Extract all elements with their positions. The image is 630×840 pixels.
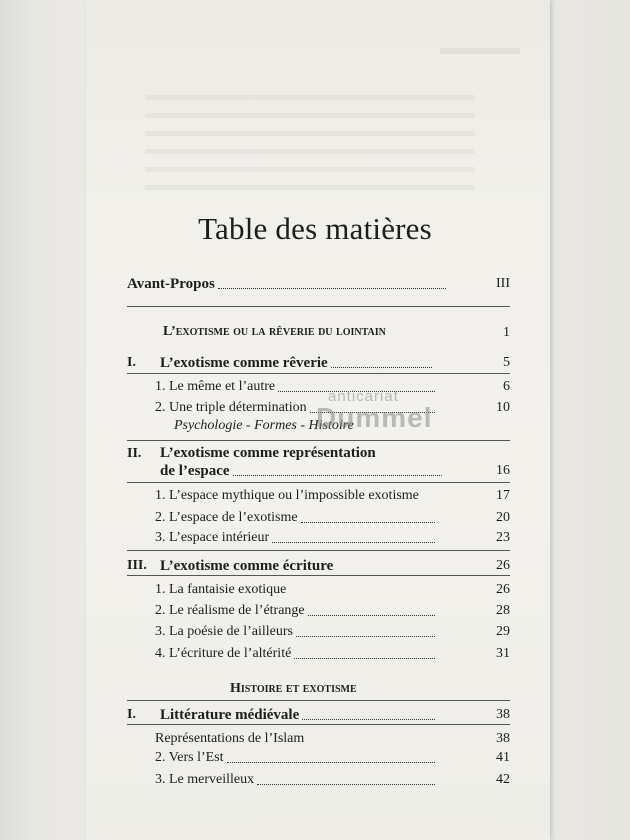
dot-leader: [233, 475, 442, 476]
toc-page: 26: [496, 558, 510, 573]
toc-page: 38: [496, 731, 510, 746]
dot-leader: [302, 719, 435, 720]
section-rule: [127, 724, 510, 725]
watermark-text: Dummel: [316, 402, 433, 433]
section-rule: [127, 440, 510, 441]
toc-page: 41: [496, 750, 510, 765]
toc-entry-chapter: [160, 463, 510, 479]
dot-leader: [301, 522, 435, 523]
toc-label: 4. L’écriture de l’altérité: [155, 646, 292, 661]
toc-label: Avant-Propos: [127, 276, 215, 292]
toc-label: L’exotisme comme représentation: [160, 445, 376, 461]
toc-entry-chapter: [160, 707, 510, 723]
section-rule: [127, 306, 510, 307]
toc-entry: [155, 530, 510, 546]
toc-page: 42: [496, 772, 510, 787]
toc-label: de l’espace: [160, 463, 230, 479]
dot-leader: [296, 636, 435, 637]
toc-entry: [155, 603, 510, 619]
toc-label: Littérature médiévale: [160, 707, 300, 723]
toc-page: 28: [496, 603, 510, 618]
toc-entry-chapter: [160, 558, 510, 574]
toc-label: 1. L’espace mythique ou l’impossible exotisme: [155, 488, 419, 503]
dot-leader: [227, 762, 435, 763]
toc-label: 2. Le réalisme de l’étrange: [155, 603, 305, 618]
dot-leader: [257, 784, 435, 785]
toc-page: 23: [496, 530, 510, 545]
dot-leader: [294, 658, 435, 659]
toc-entry: [155, 646, 510, 662]
toc-entry-chapter: [160, 355, 510, 371]
toc-label: 2. L’espace de l’exotisme: [155, 510, 298, 525]
toc-page: 5: [503, 355, 510, 370]
dot-leader: [272, 542, 435, 543]
chapter-number: II.: [127, 446, 142, 461]
toc-label: 2. Vers l’Est: [155, 750, 224, 765]
toc-entry: [155, 624, 510, 640]
chapter-number: III.: [127, 558, 147, 573]
section-rule: [127, 373, 510, 374]
dot-leader: [218, 288, 446, 289]
toc-page: 38: [496, 707, 510, 722]
toc-page: 16: [496, 463, 510, 478]
toc-label: 2. Une triple détermination: [155, 400, 307, 415]
toc-page: 29: [496, 624, 510, 639]
page-title: Table des matières: [198, 210, 432, 246]
section-rule: [127, 575, 510, 576]
toc-entry: [155, 772, 510, 788]
toc-page: 1: [503, 325, 510, 340]
section-rule: [127, 550, 510, 551]
toc-label: 1. Le même et l’autre: [155, 379, 276, 394]
section-rule: [127, 482, 510, 483]
toc-label: 1. La fantaisie exotique: [155, 582, 287, 597]
toc-page: III: [496, 276, 510, 291]
toc-label: 3. La poésie de l’ailleurs: [155, 624, 294, 639]
toc-label: 3. Le merveilleux: [155, 772, 255, 787]
dot-leader: [308, 615, 435, 616]
toc-subtitle: Psychologie - Formes - Histoire: [174, 418, 354, 433]
show-through: [145, 95, 475, 190]
toc-page: 31: [496, 646, 510, 661]
toc-entry: [155, 488, 510, 504]
chapter-number: I.: [127, 707, 136, 722]
dot-leader: [331, 367, 432, 368]
chapter-number: I.: [127, 355, 136, 370]
section-rule: [127, 700, 510, 701]
toc-entry: [155, 582, 510, 598]
toc-entry: [155, 731, 510, 747]
toc-entry-avant-propos: [127, 276, 510, 292]
watermark-text: anticariat: [328, 388, 399, 405]
toc-label: L’exotisme comme rêverie: [160, 355, 328, 371]
toc-entry: [155, 510, 510, 526]
toc-page: 6: [503, 379, 510, 394]
toc-entry: [155, 750, 510, 766]
toc-page: 20: [496, 510, 510, 525]
part-heading: L’exotisme ou la rêverie du lointain: [163, 324, 386, 339]
part-heading: Histoire et exotisme: [230, 681, 357, 696]
toc-page: 17: [496, 488, 510, 503]
toc-label: L’exotisme comme écriture: [160, 558, 334, 574]
toc-label: Représentations de l’Islam: [155, 731, 305, 746]
toc-label: 3. L’espace intérieur: [155, 530, 270, 545]
toc-page: 10: [496, 400, 510, 415]
show-through: [440, 38, 520, 54]
watermark-logo: [316, 388, 433, 433]
toc-page: 26: [496, 582, 510, 597]
